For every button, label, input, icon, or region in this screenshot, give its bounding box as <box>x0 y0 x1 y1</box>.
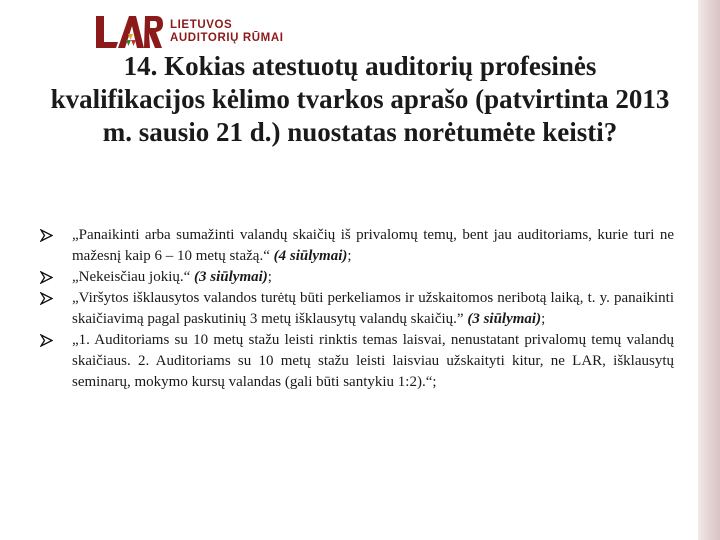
arrowhead-bullet-icon <box>40 267 56 288</box>
bullet-item <box>40 330 674 393</box>
bullet-suffix: ; <box>347 248 352 264</box>
logo-line-2: AUDITORIŲ RŪMAI <box>170 32 284 44</box>
logo-line-1: LIETUVOS <box>170 19 233 31</box>
decorative-right-border <box>698 0 720 540</box>
bullet-text: „Panaikinti arba sumažinti valandų skaičių iš privalomų temų, bent jau auditoriams, kurie turi ne mažesnį kaip 6 – 10 metų stažą.“ <box>72 227 674 264</box>
arrowhead-bullet-icon <box>40 225 56 246</box>
bullet-item <box>40 267 674 288</box>
lar-logo-mark <box>92 10 164 54</box>
lar-logo <box>92 10 284 54</box>
arrowhead-bullet-icon <box>40 288 56 309</box>
bullet-note: (3 siūlymai) <box>467 311 542 327</box>
slide-title: 14. Kokias atestuotų auditorių profesinės kvalifikacijos kėlimo tvarkos aprašo (patvirtinta 2013 m. sausio 21 d.) nuostatas norėtumėte keisti? <box>50 51 670 147</box>
bullet-text: „Viršytos išklausytos valandos turėtų būti perkeliamos ir užskaitomos neribotą laiką, t. y. panaikinti skaičiavimą pagal paskutinių 3 metų išklausytų valandų skaičių.” <box>72 290 674 327</box>
bullet-suffix: ; <box>541 311 546 327</box>
bullet-text: „1. Auditoriams su 10 metų stažu leisti rinktis temas laisvai, nenustatant privalomų temų valandų skaičiaus. 2. Auditoriams su 10 metų stažu leisti laisviau užskaityti kitur, ne LAR, išklausytų seminarų, mokymo kursų valandas (gali būti santykiu 1:2).“; <box>72 332 674 390</box>
bullet-suffix: ; <box>267 269 272 285</box>
bullet-note: (3 siūlymai) <box>194 269 268 285</box>
bullet-text: „Nekeisčiau jokių.“ <box>72 269 195 285</box>
bullet-item <box>40 225 674 267</box>
bullet-item <box>40 288 674 330</box>
arrowhead-bullet-icon <box>40 330 56 351</box>
logo-text <box>170 19 284 45</box>
bullet-list <box>40 225 674 393</box>
bullet-note: (4 siūlymai) <box>273 248 348 264</box>
